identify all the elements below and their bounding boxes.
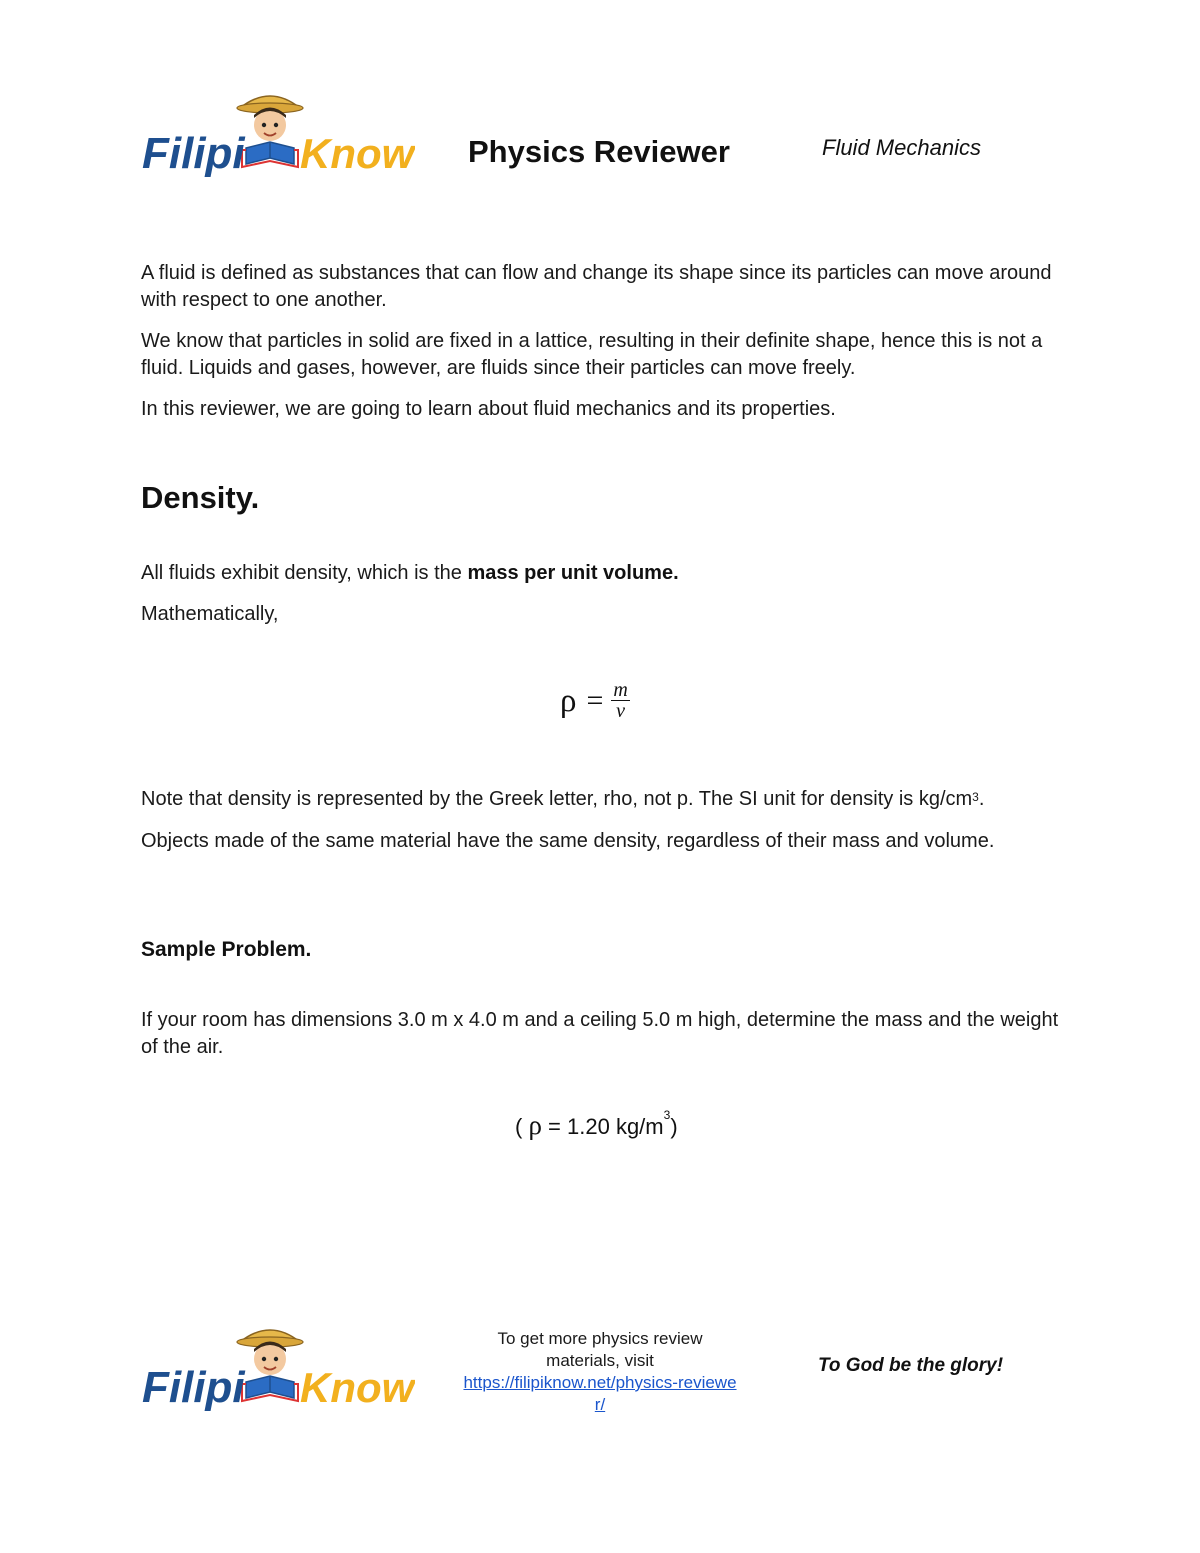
footer-info-text: To get more physics review materials, visit: [497, 1329, 703, 1370]
footer-logo-text-filipi: Filipi: [142, 1363, 245, 1412]
footer-info: [462, 1328, 738, 1416]
physics-reviewer-link[interactable]: https://filipiknow.net/physics-reviewer/: [463, 1373, 737, 1414]
filipiknow-logo: [140, 88, 415, 188]
intro-paragraph-2: We know that particles in solid are fixed in a lattice, resulting in their definite shape, hence this is not a fluid. Liquids and gases, however, are fluids since their particles can move freely.: [141, 330, 1043, 379]
mathematically-label: Mathematically,: [141, 603, 279, 625]
logo-text-filipi: Filipi: [142, 129, 245, 178]
filipiknow-logo-graphic: [140, 88, 415, 188]
sample-problem-text: If your room has dimensions 3.0 m x 4.0 m and a ceiling 5.0 m high, determine the mass and the weight of the air.: [141, 1009, 1059, 1058]
intro-paragraph-1: A fluid is defined as substances that can flow and change its shape since its particles can move around with respect to one another.: [141, 262, 1052, 311]
formula-rho: ρ: [560, 682, 577, 719]
density-definition: [141, 560, 1061, 587]
density-note-superscript: 3: [972, 790, 979, 804]
density-formula: [560, 676, 630, 726]
given-close-paren: ): [670, 1114, 678, 1139]
sample-problem-heading: Sample Problem.: [141, 938, 312, 961]
density-note-text: Note that density is represented by the Greek letter, rho, not p. The SI unit for density is kg/cm: [141, 788, 973, 810]
footer-logo-graphic: [140, 1322, 415, 1422]
given-superscript: 3: [663, 1108, 671, 1122]
density-note-period: .: [978, 788, 985, 810]
footer-logo-text-know: Know: [300, 1364, 415, 1411]
density-definition-text: All fluids exhibit density, which is the: [141, 562, 468, 584]
footer-filipiknow-logo: [140, 1322, 415, 1422]
given-density: [515, 1110, 678, 1141]
document-title: Physics Reviewer: [468, 134, 730, 169]
given-value: = 1.20 kg/m: [541, 1114, 664, 1139]
document-topic: Fluid Mechanics: [822, 135, 981, 160]
formula-fraction: [611, 681, 629, 721]
intro-paragraph-3: In this reviewer, we are going to learn about fluid mechanics and its properties.: [141, 398, 836, 420]
density-heading: Density.: [141, 480, 260, 515]
formula-denominator: v: [616, 700, 626, 722]
given-open-paren: (: [515, 1114, 529, 1139]
formula-equals: =: [586, 684, 604, 717]
density-objects-paragraph: Objects made of the same material have the same density, regardless of their mass and volume.: [141, 830, 995, 852]
density-definition-bold: mass per unit volume.: [467, 562, 679, 584]
footer-motto: To God be the glory!: [818, 1355, 1004, 1376]
formula-numerator: m: [613, 679, 628, 701]
given-rho: ρ: [528, 1110, 542, 1140]
logo-text-know: Know: [300, 130, 415, 177]
density-note: [141, 786, 1061, 813]
